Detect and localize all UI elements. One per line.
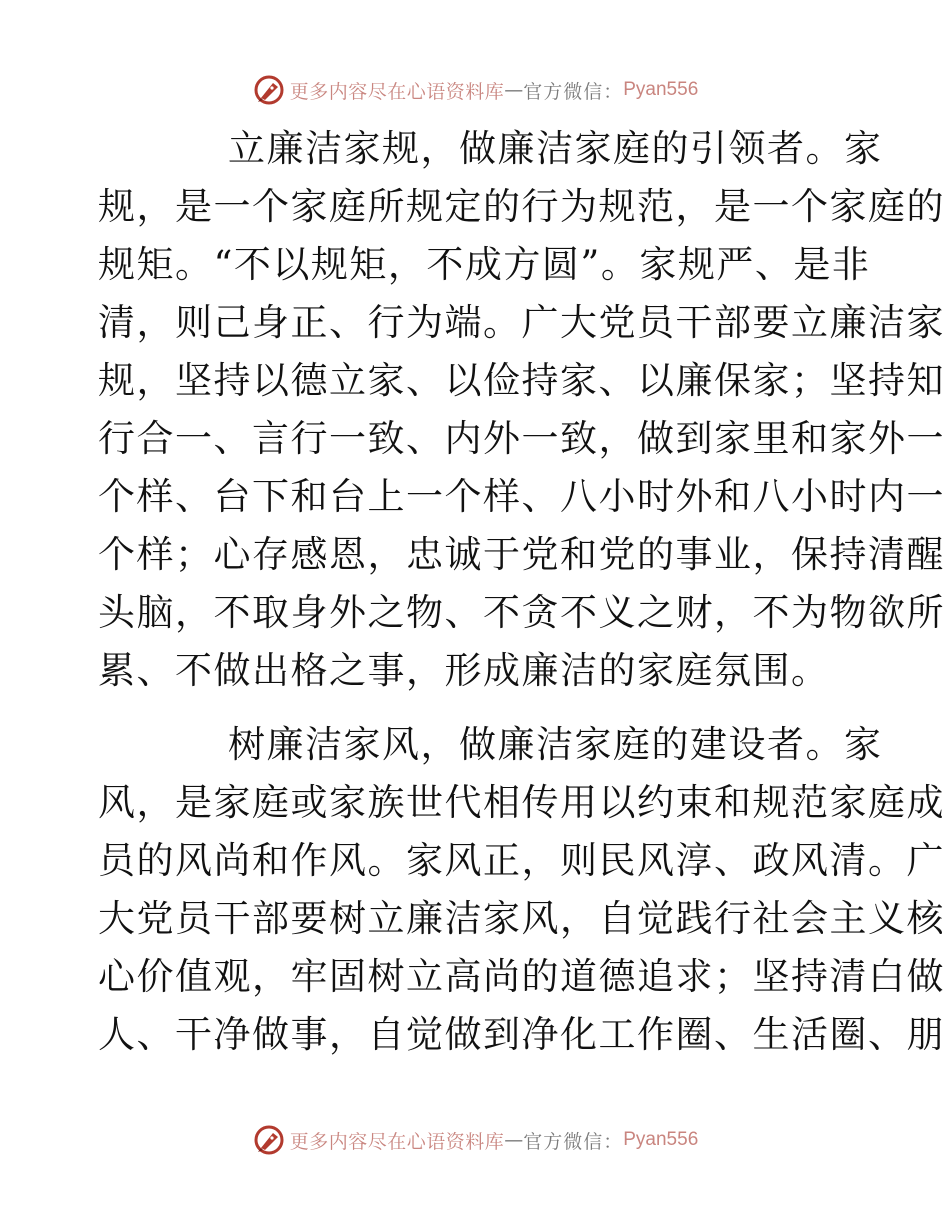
text-line: 规矩。“不以规矩，不成方圆”。家规严、是非: [98, 243, 871, 286]
pen-nib-icon: [252, 73, 286, 107]
watermark-wechat-label: 官方微信：: [523, 1130, 624, 1153]
watermark-dash: —: [504, 1129, 524, 1151]
text-line: 规，是一个家庭所规定的行为规范，是一个家庭的: [98, 185, 945, 228]
pen-nib-icon: [252, 1123, 286, 1157]
text-line: 清，则己身正、行为端。广大党员干部要立廉洁家: [98, 301, 945, 344]
text-line: 个样、台下和台上一个样、八小时外和八小时内一: [98, 475, 945, 518]
footer-watermark: [0, 1120, 950, 1160]
text-line: 个样；心存感恩，忠诚于党和党的事业，保持清醒: [98, 533, 945, 576]
text-line: 树廉洁家风，做廉洁家庭的建设者。家: [228, 723, 883, 766]
text-line: 累、不做出格之事，形成廉洁的家庭氛围。: [98, 649, 830, 692]
text-line: 风，是家庭或家族世代相传用以约束和规范家庭成: [98, 781, 945, 824]
text-line: 人、干净做事，自觉做到净化工作圈、生活圈、朋: [98, 1013, 945, 1056]
watermark-wechat-id: Pyan556: [623, 79, 699, 100]
header-watermark: [0, 70, 950, 110]
text-line: 规，坚持以德立家、以俭持家、以廉保家；坚持知: [98, 359, 945, 402]
watermark-site-text: 更多内容尽在心语资料库: [289, 1130, 505, 1153]
text-line: 心价值观，牢固树立高尚的道德追求；坚持清白做: [98, 955, 945, 998]
text-line: 行合一、言行一致、内外一致，做到家里和家外一: [98, 417, 945, 460]
text-line: 立廉洁家规，做廉洁家庭的引领者。家: [228, 127, 883, 170]
text-line: 员的风尚和作风。家风正，则民风淳、政风清。广: [98, 839, 945, 882]
watermark-dash: —: [504, 79, 524, 101]
text-line: 大党员干部要树立廉洁家风，自觉践行社会主义核: [98, 897, 945, 940]
text-line: 头脑，不取身外之物、不贪不义之财，不为物欲所: [98, 591, 945, 634]
watermark-site-text: 更多内容尽在心语资料库: [289, 80, 505, 103]
watermark-wechat-id: Pyan556: [623, 1129, 699, 1150]
watermark-wechat-label: 官方微信：: [523, 80, 624, 103]
